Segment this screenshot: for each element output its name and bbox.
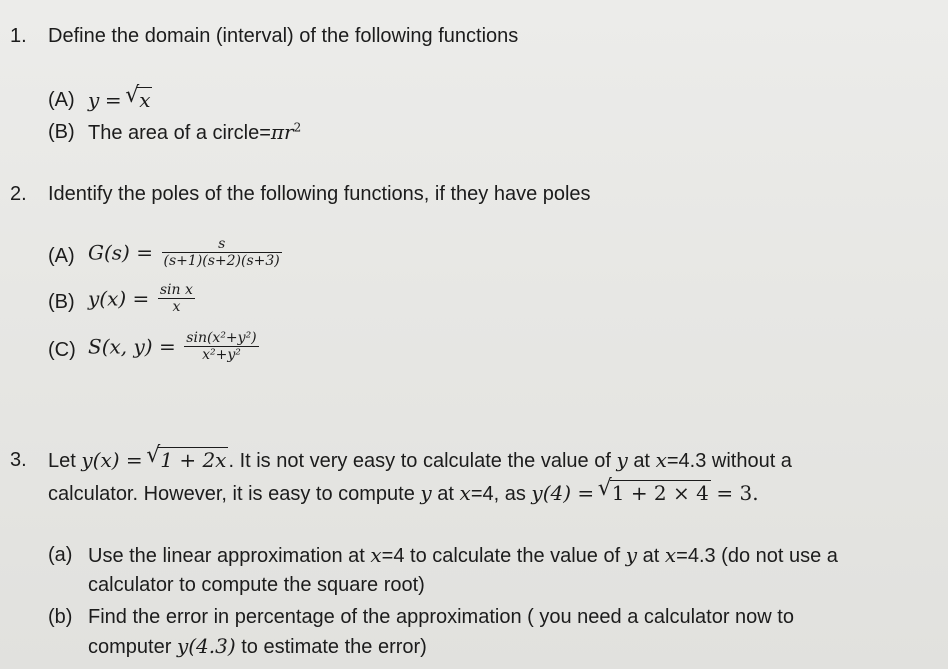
q3-var-x-2: x bbox=[459, 481, 471, 505]
q2-number: 2. bbox=[10, 183, 27, 205]
q2-b-lhs: y(x) = bbox=[88, 286, 150, 311]
q2-c-denominator: x²+y² bbox=[202, 347, 241, 363]
q2-c-lhs: S(x, y) = bbox=[88, 334, 176, 359]
q2-b-denominator: x bbox=[172, 299, 181, 315]
q3-a-at: at bbox=[642, 545, 660, 567]
q3-let: Let bbox=[48, 450, 76, 472]
q3-calc-text: calculator. However, it is easy to compute bbox=[48, 483, 415, 505]
q3-value-43: =4.3 without a bbox=[666, 450, 792, 472]
q2-a-label: (A) bbox=[48, 245, 75, 267]
q2-a-denominator: (s+1)(s+2)(s+3) bbox=[163, 253, 280, 269]
q3-b-y43: y(4.3) bbox=[176, 634, 236, 658]
q3-result: = 3. bbox=[716, 481, 759, 505]
q3-a-line-2: calculator to compute the square root) bbox=[88, 574, 425, 596]
sqrt-sign-icon: √ bbox=[125, 83, 140, 108]
q3-a-text bbox=[88, 543, 838, 568]
q2-c-formula bbox=[88, 330, 262, 363]
q1-a-formula bbox=[88, 83, 152, 113]
q1-a-lhs: y bbox=[88, 88, 100, 112]
q2-c-label: (C) bbox=[48, 339, 76, 361]
q3-a-part-2: =4 to calculate the value of bbox=[381, 545, 621, 567]
q3-a-var-x: x bbox=[370, 543, 382, 567]
q3-radicand-2: 1 + 2 × 4 bbox=[611, 481, 709, 505]
q3-b-line-2 bbox=[88, 634, 427, 659]
q1-b-expr: πr bbox=[270, 120, 294, 144]
q3-var-x: x bbox=[655, 448, 667, 472]
q2-c-fraction bbox=[184, 330, 258, 363]
q3-sqrt-2 bbox=[597, 476, 711, 505]
sqrt-sign-icon: √ bbox=[146, 443, 161, 468]
q2-a-numerator: s bbox=[162, 236, 282, 253]
q1-number: 1. bbox=[10, 25, 27, 47]
q3-a-var-y: y bbox=[625, 543, 638, 567]
q2-b-formula bbox=[88, 282, 198, 315]
q3-at: at bbox=[633, 450, 650, 472]
q3-line-2-text bbox=[48, 476, 759, 506]
q1-a-sqrt bbox=[125, 83, 152, 112]
q2-a-lhs: G(s) = bbox=[88, 240, 153, 265]
q3-b-computer: computer bbox=[88, 636, 172, 658]
q3-a-part-3: =4.3 (do not use a bbox=[676, 545, 838, 567]
q3-number: 3. bbox=[10, 449, 27, 471]
q3-line-1-text bbox=[48, 443, 792, 473]
q2-title: Identify the poles of the following functions, if they have poles bbox=[48, 183, 591, 205]
q3-sqrt-1 bbox=[146, 443, 228, 472]
q3-var-y: y bbox=[616, 448, 628, 472]
q3-a-part-1: Use the linear approximation at bbox=[88, 545, 365, 567]
q3-b-label: (b) bbox=[48, 606, 73, 628]
q3-b-line-1: Find the error in percentage of the approximation ( you need a calculator now to bbox=[88, 606, 794, 628]
q1-a-radicand: x bbox=[139, 88, 151, 112]
q3-radicand-1: 1 + 2x bbox=[160, 448, 227, 472]
q2-b-numerator: sin x bbox=[159, 282, 193, 298]
q2-b-fraction bbox=[158, 282, 195, 315]
q1-a-label: (A) bbox=[48, 89, 75, 111]
q3-value-4: =4, as bbox=[470, 483, 526, 505]
q2-c-numerator: sin(x²+y²) bbox=[186, 330, 257, 346]
q1-title: Define the domain (interval) of the following functions bbox=[48, 25, 519, 47]
q3-a-var-x-2: x bbox=[664, 543, 677, 567]
q3-a-label: (a) bbox=[48, 544, 73, 566]
sqrt-sign-icon: √ bbox=[597, 476, 612, 501]
q1-b-content bbox=[88, 120, 301, 145]
q2-b-label: (B) bbox=[48, 291, 75, 313]
q3-y4: y(4) = bbox=[531, 481, 595, 505]
q3-yx: y(x) = bbox=[81, 448, 143, 472]
q1-b-exponent: 2 bbox=[293, 120, 302, 135]
q3-b-estimate: to estimate the error) bbox=[241, 636, 427, 658]
q3-statement: . It is not very easy to calculate the value of bbox=[228, 450, 611, 472]
q1-a-eq: = bbox=[104, 88, 122, 112]
q2-a-formula bbox=[88, 236, 285, 269]
q3-at-2: at bbox=[437, 483, 454, 505]
q1-b-text: The area of a circle= bbox=[88, 122, 271, 144]
q3-var-y-2: y bbox=[420, 481, 432, 505]
q1-b-label: (B) bbox=[48, 121, 75, 143]
q2-a-fraction bbox=[162, 236, 282, 269]
